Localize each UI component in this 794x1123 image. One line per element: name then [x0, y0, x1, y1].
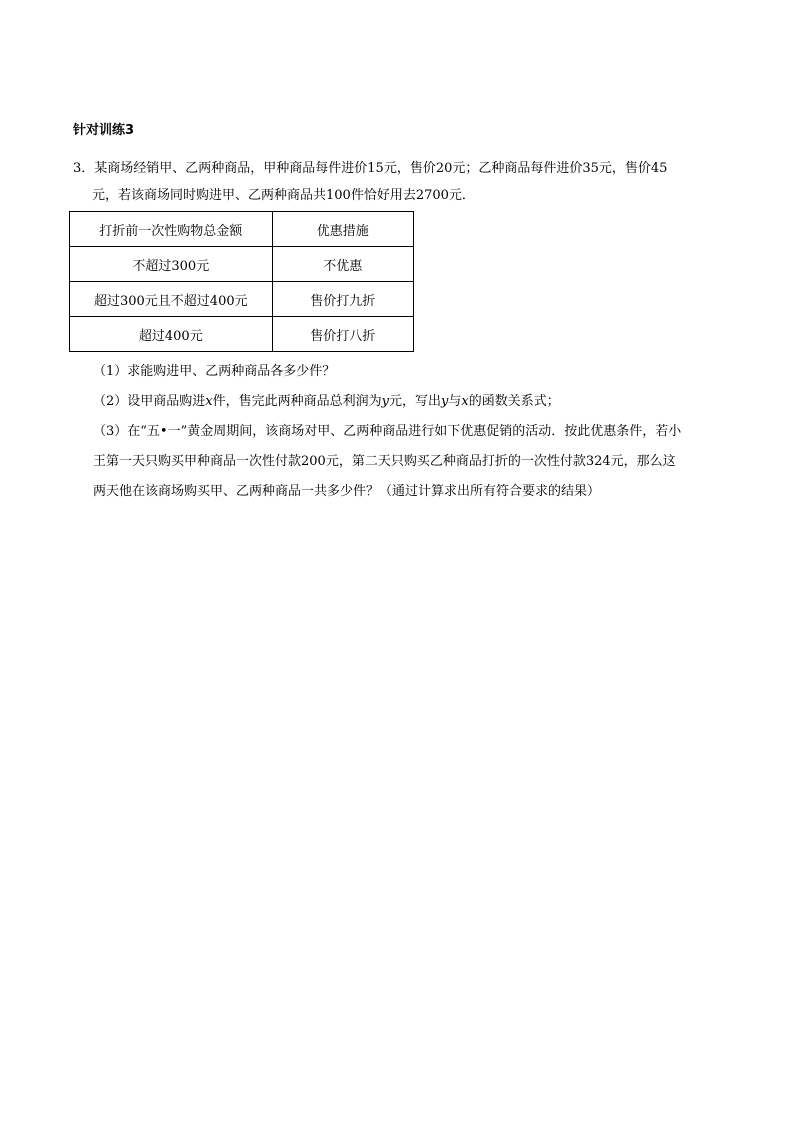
question-2 — [93, 387, 733, 417]
question-2-text: 件，售完此两种商品总利润为 — [212, 394, 382, 409]
section-heading: 针对训练3 — [73, 123, 135, 138]
table-header-row — [70, 212, 414, 247]
question-2-text: 元，写出 — [389, 394, 442, 409]
variable-y: y — [441, 394, 449, 409]
question-2-text: 的函数关系式； — [468, 394, 560, 409]
table-cell: 不优惠 — [272, 247, 413, 282]
table-cell: 超过300元且不超过400元 — [70, 282, 273, 317]
question-3-line-1: （3）在“五•一”黄金周期间，该商场对甲、乙两种商品进行如下优惠促销的活动．按此优惠条件，若小 — [93, 424, 682, 439]
discount-table — [69, 211, 414, 352]
problem-line-1: 3．某商场经销甲、乙两种商品，甲种商品每件进价15元，售价20元；乙种商品每件进价35元，售价45 — [73, 161, 668, 176]
table-row — [70, 247, 414, 282]
table-cell: 售价打八折 — [272, 317, 413, 352]
question-2-text: 与 — [448, 394, 462, 409]
question-3-line-3: 两天他在该商场购买甲、乙两种商品一共多少件？（通过计算求出所有符合要求的结果） — [93, 484, 601, 499]
table-row — [70, 282, 414, 317]
table-header-cell: 优惠措施 — [272, 212, 413, 247]
variable-x: x — [205, 394, 213, 409]
problem-line-2: 元，若该商场同时购进甲、乙两种商品共100件恰好用去2700元． — [92, 188, 475, 203]
question-2-text: （2）设甲商品购进 — [93, 394, 206, 409]
table-cell: 超过400元 — [70, 317, 273, 352]
variable-x: x — [461, 394, 469, 409]
table-cell: 售价打九折 — [272, 282, 413, 317]
table-header-cell: 打折前一次性购物总金额 — [70, 212, 273, 247]
question-3-line-2: 王第一天只购买甲种商品一次性付款200元，第二天只购买乙种商品打折的一次性付款324元，那么这 — [93, 454, 676, 469]
question-list — [93, 357, 733, 507]
table-cell: 不超过300元 — [70, 247, 273, 282]
variable-y: y — [381, 394, 389, 409]
table-row — [70, 317, 414, 352]
problem-statement — [73, 155, 723, 209]
question-1: （1）求能购进甲、乙两种商品各多少件？ — [93, 364, 336, 379]
